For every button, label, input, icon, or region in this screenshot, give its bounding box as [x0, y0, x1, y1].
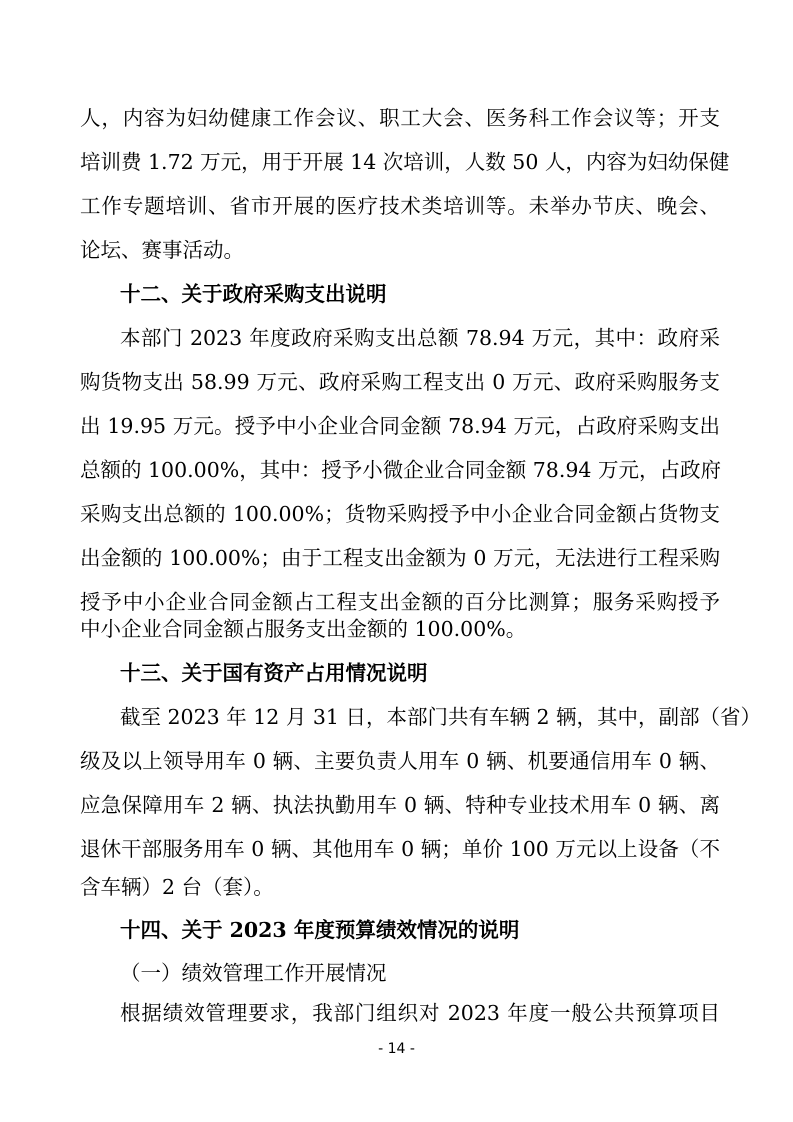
body-text-line: 本部门 2023 年度政府采购支出总额 78.94 万元，其中：政府采	[120, 326, 720, 350]
body-text-line: 人，内容为妇幼健康工作会议、职工大会、医务科工作会议等；开支	[80, 106, 720, 130]
body-text-line: 授予中小企业合同金额占工程支出金额的百分比测算；服务采购授予	[80, 590, 720, 614]
section-heading: 十二、关于政府采购支出说明	[120, 282, 387, 306]
body-text-line: 根据绩效管理要求，我部门组织对 2023 年度一般公共预算项目	[120, 1001, 720, 1025]
sub-heading: （一）绩效管理工作开展情况	[120, 961, 387, 985]
body-text-line: 培训费 1.72 万元，用于开展 14 次培训，人数 50 人，内容为妇幼保健	[80, 150, 730, 174]
page-number: - 14 -	[378, 1041, 415, 1057]
body-text-line: 应急保障用车 2 辆、执法执勤用车 0 辆、特种专业技术用车 0 辆、离	[80, 793, 720, 817]
body-text-line: 截至 2023 年 12 月 31 日，本部门共有车辆 2 辆，其中，副部（省）	[120, 705, 762, 729]
body-text-line: 含车辆）2 台（套）。	[80, 875, 274, 899]
body-text-line: 总额的 100.00%，其中：授予小微企业合同金额 78.94 万元，占政府	[80, 458, 721, 482]
section-heading: 十三、关于国有资产占用情况说明	[120, 661, 428, 685]
body-text-line: 出 19.95 万元。授予中小企业合同金额 78.94 万元，占政府采购支出	[80, 414, 720, 438]
section-heading: 十四、关于 2023 年度预算绩效情况的说明	[120, 918, 520, 942]
body-text-line: 采购支出总额的 100.00%；货物采购授予中小企业合同金额占货物支	[80, 502, 720, 526]
body-text-line: 工作专题培训、省市开展的医疗技术类培训等。未举办节庆、晚会、	[80, 194, 720, 218]
body-text-line: 级及以上领导用车 0 辆、主要负责人用车 0 辆、机要通信用车 0 辆、	[80, 749, 720, 773]
body-text-line: 出金额的 100.00%；由于工程支出金额为 0 万元，无法进行工程采购	[80, 546, 720, 570]
body-text-line: 退休干部服务用车 0 辆、其他用车 0 辆；单价 100 万元以上设备（不	[80, 837, 720, 861]
body-text-line: 中小企业合同金额占服务支出金额的 100.00%。	[80, 617, 527, 641]
body-text-line: 论坛、赛事活动。	[80, 238, 244, 262]
body-text-line: 购货物支出 58.99 万元、政府采购工程支出 0 万元、政府采购服务支	[80, 370, 720, 394]
